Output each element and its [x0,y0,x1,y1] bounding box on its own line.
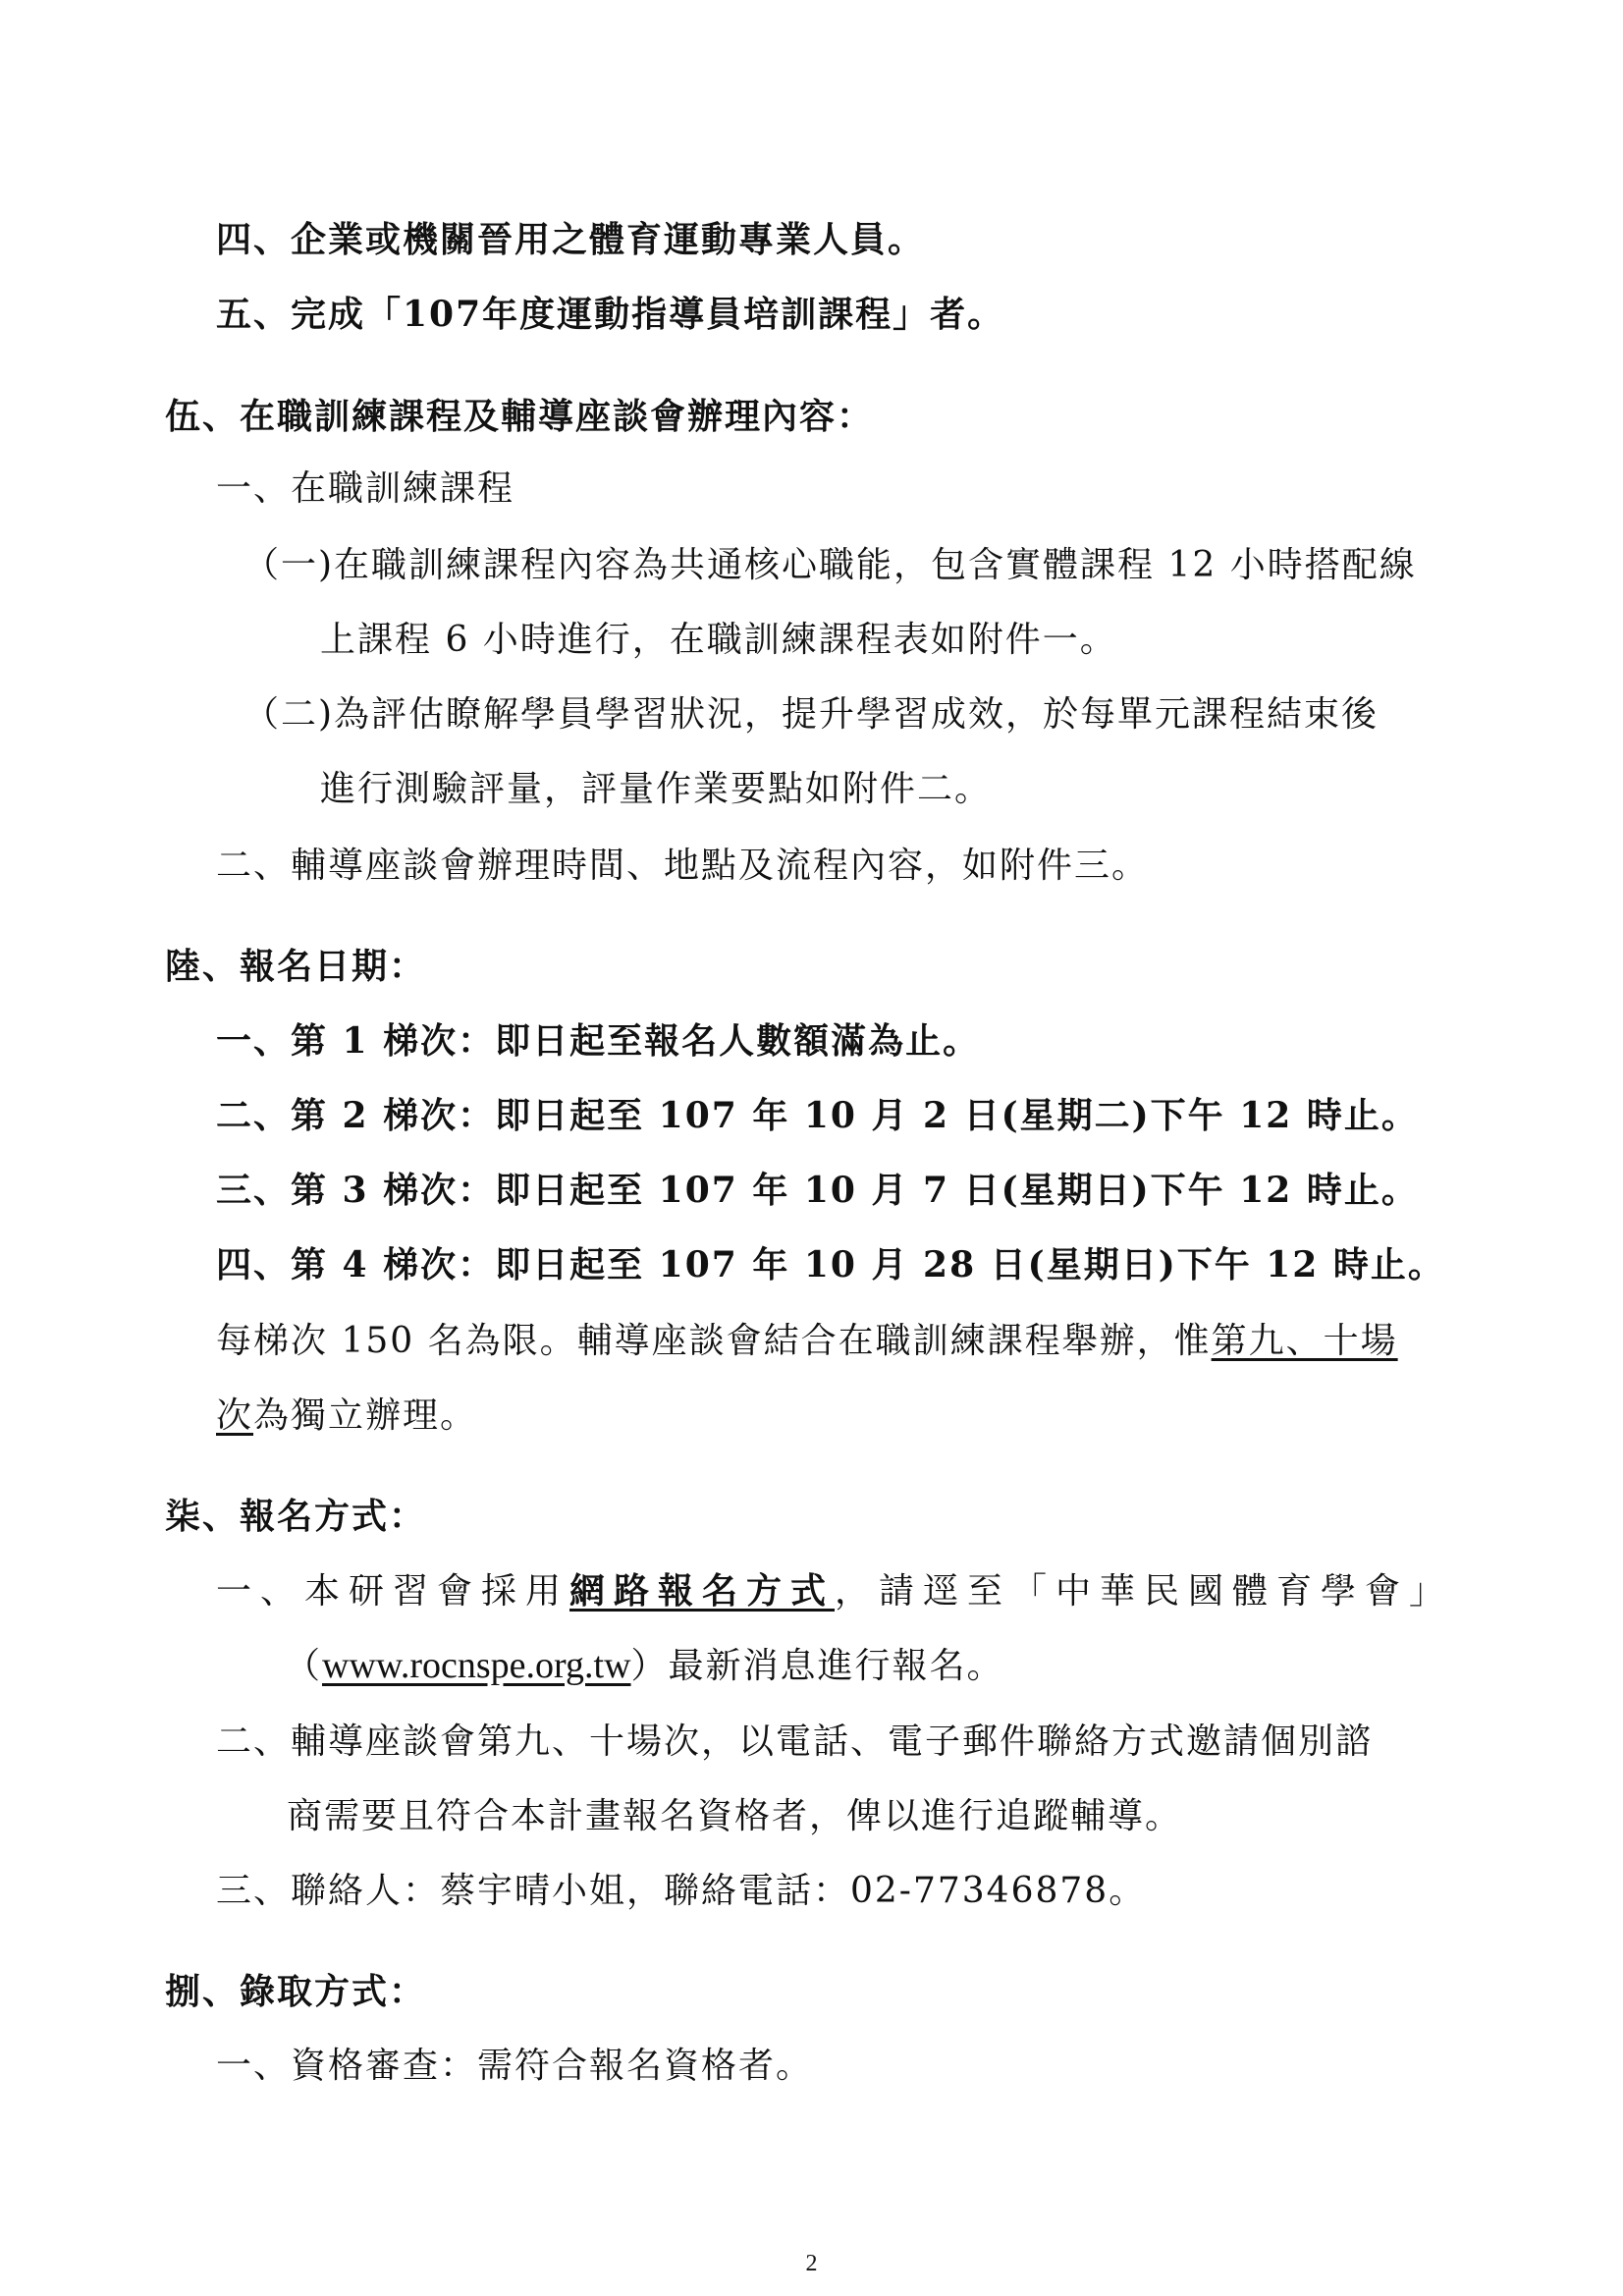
section-heading-6: 陸、報名日期： [165,946,427,987]
quota-line-1 [216,1320,1398,1363]
admission-line-1: 一、資格審查：需符合報名資格者。 [216,2046,814,2086]
quota-line-2 [216,1394,477,1438]
batch-3-line: 三、第 3 梯次：即日起至 107 年 10 月 7 日(星期日)下午 12 時止。 [216,1170,1419,1211]
page-number: 2 [805,2251,818,2276]
registration-method-line-2 [285,1644,1004,1688]
paragraph-1-1-line-1: （一)在職訓練課程內容為共通核心職能，包含實體課程 12 小時搭配線 [243,545,1417,585]
consultation-line-1: 二、輔導座談會第九、十場次，以電話、電子郵件聯絡方式邀請個別諮 [216,1722,1374,1762]
quota-text-cont: 為獨立辦理。 [253,1395,478,1436]
section-heading-7: 柒、報名方式： [165,1496,427,1537]
quota-underlined-text-cont: 次 [216,1395,254,1436]
registration-method-prefix: 一、本研習會採用 [216,1571,570,1612]
paragraph-1-2-line-2: 進行測驗評量，評量作業要點如附件二。 [320,769,993,809]
item-five-line: 五、完成「107年度運動指導員培訓課程」者。 [216,294,1005,335]
registration-method-emphasis: 網路報名方式 [569,1570,836,1612]
subsection-2: 二、輔導座談會辦理時間、地點及流程內容，如附件三。 [216,846,1150,886]
quota-text: 每梯次 150 名為限。輔導座談會結合在職訓練課程舉辦，惟 [216,1321,1212,1361]
batch-1-line: 一、第 1 梯次：即日起至報名人數額滿為止。 [216,1020,981,1062]
paragraph-1-2-line-1: （二)為評估瞭解學員學習狀況，提升學習成效，於每單元課程結束後 [243,694,1380,735]
quota-underlined-text: 第九、十場 [1211,1321,1398,1361]
registration-method-suffix: ，請逕至「中華民國體育學會」 [835,1571,1454,1612]
website-link[interactable]: www.rocnspe.org.tw [322,1645,631,1686]
consultation-line-2: 商需要且符合本計畫報名資格者，俾以進行追蹤輔導。 [287,1796,1183,1836]
open-paren: （ [285,1646,323,1686]
batch-2-line: 二、第 2 梯次：即日起至 107 年 10 月 2 日(星期二)下午 12 時止。 [216,1095,1419,1136]
contact-line: 三、聯絡人：蔡宇晴小姐，聯絡電話：02-77346878。 [216,1871,1147,1911]
registration-method-line-1 [216,1569,1453,1613]
item-four-line: 四、企業或機關晉用之體育運動專業人員。 [216,219,926,260]
paragraph-1-1-line-2: 上課程 6 小時進行，在職訓練課程表如附件一。 [320,620,1117,660]
batch-4-line: 四、第 4 梯次：即日起至 107 年 10 月 28 日(星期日)下午 12 時止。 [216,1244,1445,1285]
registration-method-line-2-text: ）最新消息進行報名。 [630,1646,1004,1686]
section-heading-8: 捌、錄取方式： [165,1971,427,2012]
subsection-1: 一、在職訓練課程 [216,468,515,509]
section-heading-5: 伍、在職訓練課程及輔導座談會辦理內容： [165,396,875,437]
